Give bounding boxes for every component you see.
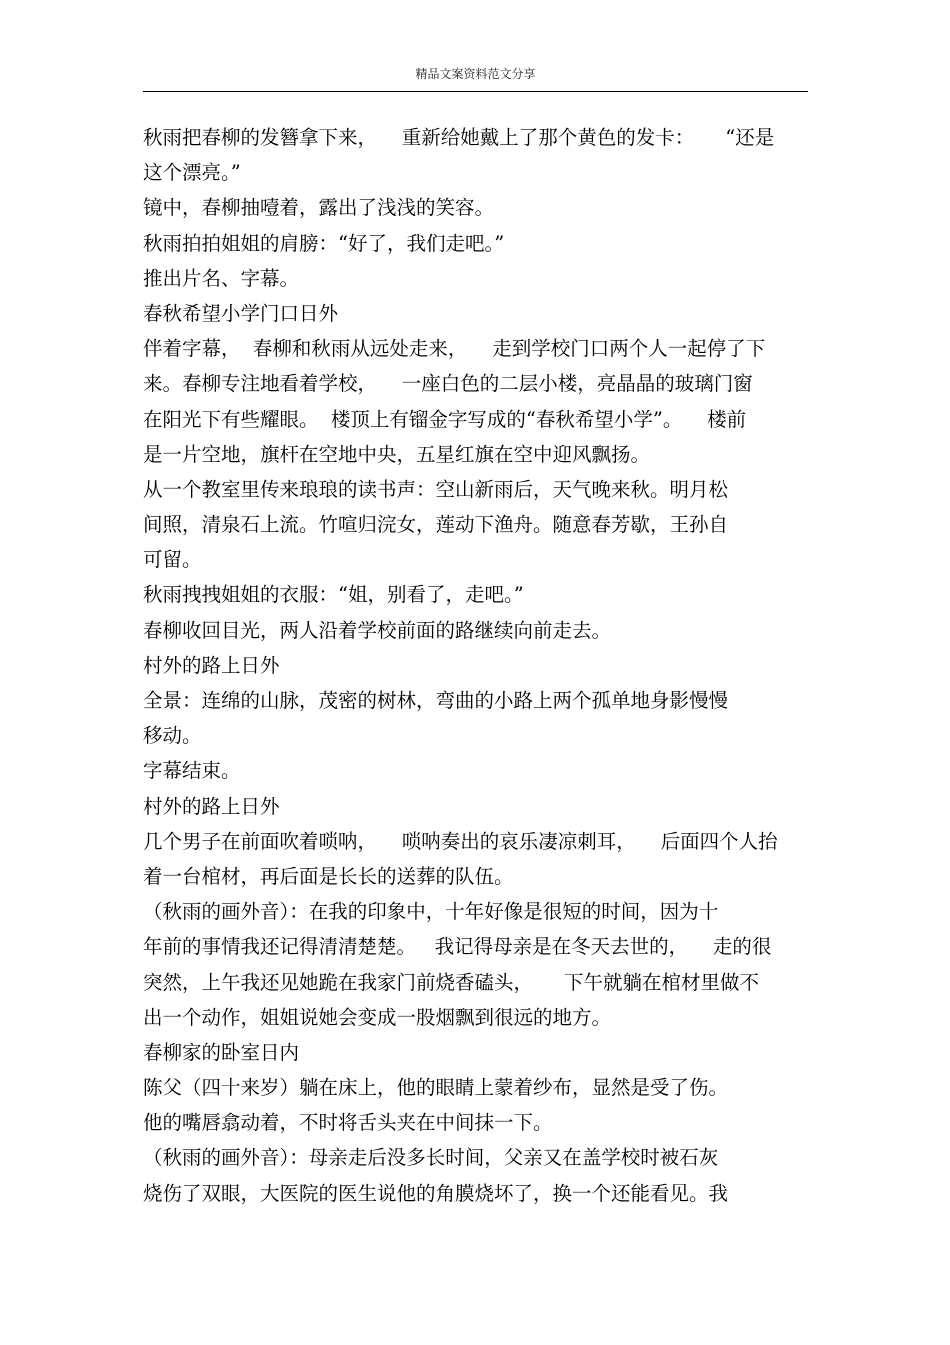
scene-heading: 村外的路上日外 [143,794,280,818]
text-line: 字幕结束。 [143,759,241,783]
scene-heading: 春秋希望小学门口日外 [143,301,339,325]
text-line: 这个漂亮。” [143,161,241,185]
text-line: 出一个动作，姐姐说她会变成一股烟飘到很远的地方。 [143,1005,612,1029]
text-line: 着一台棺材，再后面是长长的送葬的队伍。 [143,864,514,888]
scene-heading: 村外的路上日外 [143,653,280,677]
script-body [143,120,808,1211]
header-divider [143,91,808,92]
text-line: 陈父（四十来岁）躺在床上，他的眼睛上蒙着纱布，显然是受了伤。 [143,1076,729,1100]
text-line: 秋雨把春柳的发簪拿下来， 重新给她戴上了那个黄色的发卡： “还是 [143,126,775,149]
text-line: 几个男子在前面吹着唢呐， 唢呐奏出的哀乐凄凉刺耳， 后面四个人抬 [143,829,778,853]
text-line: 他的嘴唇翕动着，不时将舌头夹在中间抹一下。 [143,1111,553,1135]
page-header: 精品文案资料范文分享 [415,67,536,81]
text-line: 在阳光下有些耀眼。 楼顶上有镏金字写成的“春秋希望小学”。 楼前 [143,407,747,431]
text-line: 秋雨拍拍姐姐的肩膀：“好了，我们走吧。” [143,231,505,255]
text-line: 可留。 [143,548,202,572]
scene-heading: 春柳家的卧室日内 [143,1040,300,1064]
text-line: 移动。 [143,724,202,748]
text-line: 伴着字幕， 春柳和秋雨从远处走来， 走到学校门口两个人一起停了下 [143,337,766,361]
text-line: 烧伤了双眼，大医院的医生说他的角膜烧坏了，换一个还能看见。我 [143,1181,729,1205]
text-line: 来。春柳专注地看着学校， 一座白色的二层小楼，亮晶晶的玻璃门窗 [143,372,753,396]
text-line: （秋雨的画外音）：母亲走后没多长时间，父亲又在盖学校时被石灰 [143,1146,719,1170]
text-line: 是一片空地，旗杆在空地中央，五星红旗在空中迎风飘扬。 [143,442,651,466]
text-line: 全景：连绵的山脉，茂密的树林，弯曲的小路上两个孤单地身影慢慢 [143,689,729,712]
text-line: （秋雨的画外音）：在我的印象中，十年好像是很短的时间，因为十 [143,900,719,924]
text-line: 秋雨拽拽姐姐的衣服：“姐，别看了，走吧。” [143,583,524,607]
text-line: 镜中，春柳抽噎着，露出了浅浅的笑容。 [143,196,495,220]
text-line: 春柳收回目光，两人沿着学校前面的路继续向前走去。 [143,618,612,642]
text-line: 突然，上午我还见她跪在我家门前烧香磕头， 下午就躺在棺材里做不 [143,970,759,994]
text-line: 年前的事情我还记得清清楚楚。 我记得母亲是在冬天去世的， 走的很 [143,935,772,959]
text-line: 从一个教室里传来琅琅的读书声：空山新雨后，天气晚来秋。明月松 [143,477,729,501]
text-line: 间照，清泉石上流。竹喧归浣女，莲动下渔舟。随意春芳歇，王孙自 [143,513,729,537]
text-line: 推出片名、字幕。 [143,266,300,290]
